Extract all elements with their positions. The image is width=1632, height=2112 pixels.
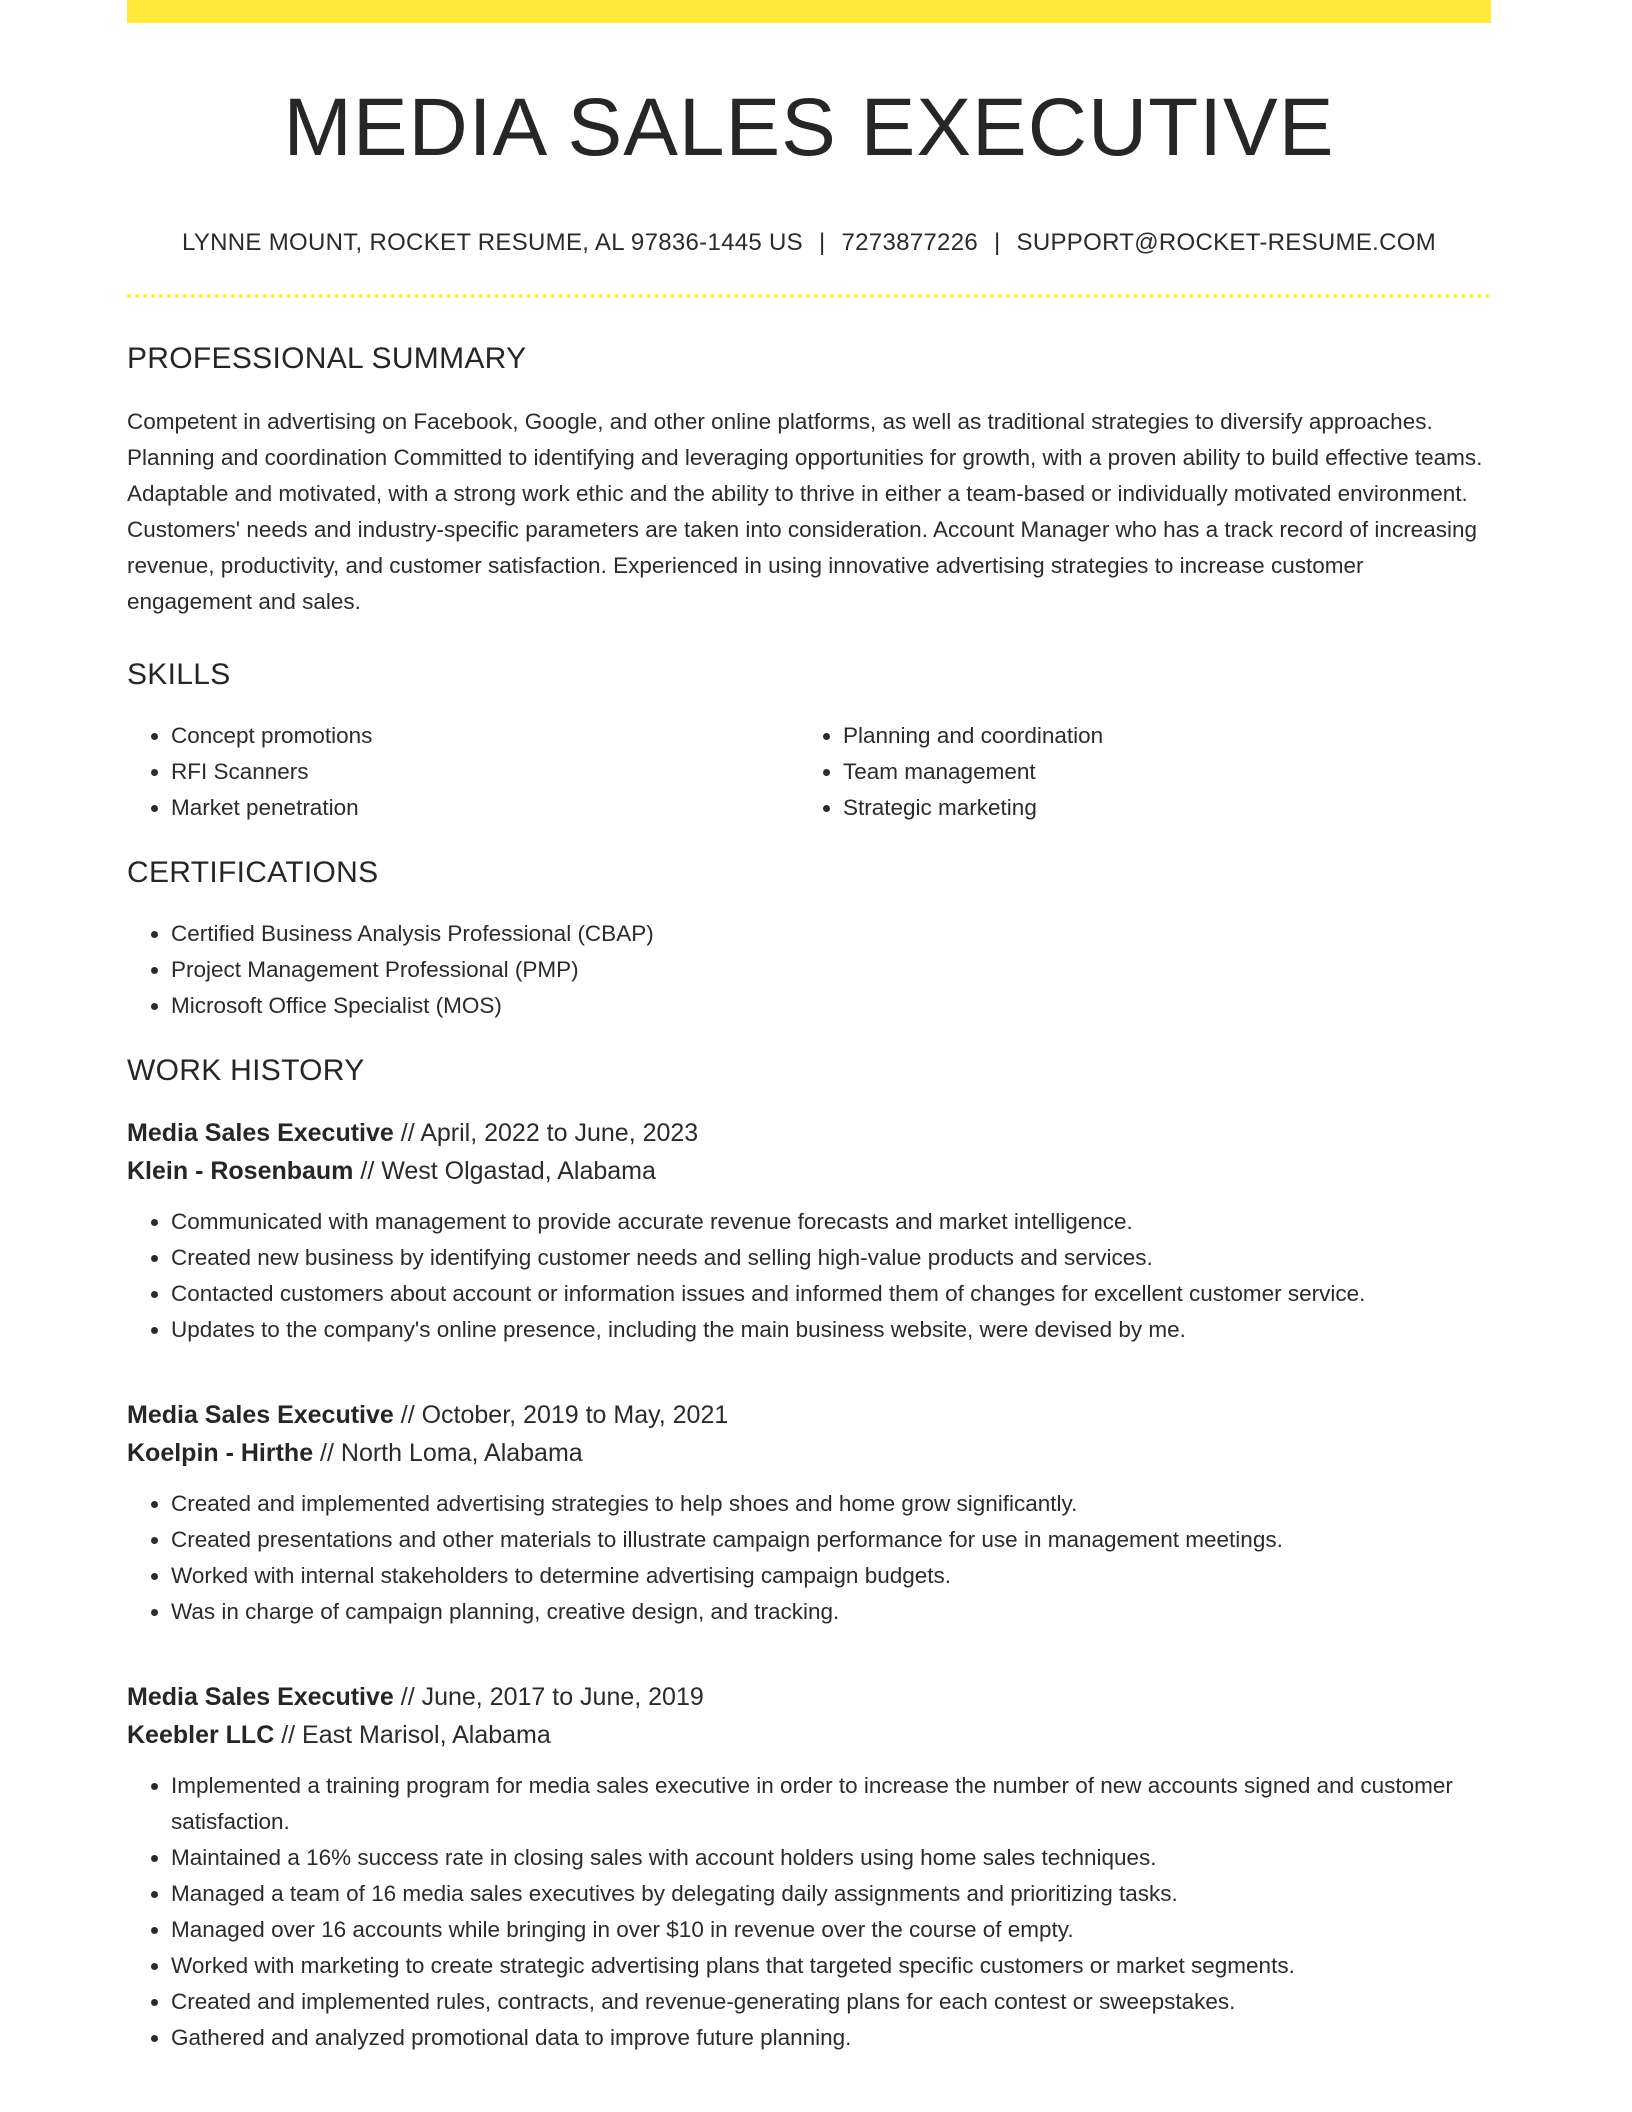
contact-phone: 7273877226 — [841, 229, 978, 257]
job-bullet: • Gathered and analyzed promotional data to improve future planning. — [171, 2020, 1491, 2056]
job-bullet: • Worked with internal stakeholders to determine advertising campaign budgets. — [171, 1558, 1491, 1594]
job-bullets — [127, 1204, 1491, 1348]
summary-heading: PROFESSIONAL SUMMARY — [127, 342, 527, 376]
job-company-line — [127, 1434, 1491, 1472]
job-bullets — [127, 1486, 1491, 1630]
job-location: // West Olgastad, Alabama — [353, 1157, 656, 1186]
skills-column-right — [799, 718, 1471, 826]
job-company: Klein - Rosenbaum — [127, 1157, 354, 1186]
job-title-line — [127, 1114, 1491, 1152]
job-dates: // June, 2017 to June, 2019 — [393, 1683, 704, 1712]
job-bullets — [127, 1768, 1491, 2056]
skill-item: • Team management — [843, 754, 1471, 790]
job-title: Media Sales Executive — [127, 1119, 394, 1148]
job-bullet: • Created and implemented advertising strategies to help shoes and home grow significantly. — [171, 1486, 1491, 1522]
job-bullet: • Communicated with management to provide accurate revenue forecasts and market intelligence. — [171, 1204, 1491, 1240]
job-dates: // April, 2022 to June, 2023 — [393, 1119, 699, 1148]
job-location: // North Loma, Alabama — [313, 1439, 583, 1468]
resume-title: MEDIA SALES EXECUTIVE — [283, 82, 1335, 173]
skill-item: • Concept promotions — [171, 718, 799, 754]
contact-email: SUPPORT@ROCKET-RESUME.COM — [1016, 229, 1437, 257]
job-company: Keebler LLC — [127, 1721, 275, 1750]
job-bullet: • Created new business by identifying customer needs and selling high-value products and services. — [171, 1240, 1491, 1276]
job-bullet: • Created presentations and other materials to illustrate campaign performance for use in management meetings. — [171, 1522, 1491, 1558]
certification-item: • Certified Business Analysis Professional (CBAP) — [171, 916, 1491, 952]
job-title: Media Sales Executive — [127, 1683, 394, 1712]
job-company-line — [127, 1716, 1491, 1754]
resume-page — [127, 0, 1491, 2056]
job-bullet: • Implemented a training program for media sales executive in order to increase the number of new accounts signed and customer satisfaction. — [171, 1768, 1491, 1840]
certification-item: • Project Management Professional (PMP) — [171, 952, 1491, 988]
skill-item: • RFI Scanners — [171, 754, 799, 790]
skill-item: • Planning and coordination — [843, 718, 1471, 754]
job-company: Koelpin - Hirthe — [127, 1439, 314, 1468]
job-company-line — [127, 1152, 1491, 1190]
job-title-line — [127, 1678, 1491, 1716]
summary-text: Competent in advertising on Facebook, Google, and other online platforms, as well as traditional strategies to diversify approaches. Planning and coordination Committed to identifying and leveraging opportunities for growth, with a proven ability to build effective teams. Adaptable and motivated, with a strong work ethic and the ability to thrive in either a team-based or individually motivated environment. Customers' needs and industry-specific parameters are taken into consideration. Account Manager who has a track record of increasing revenue, productivity, and customer satisfaction. Experienced in using innovative advertising strategies to increase customer engagement and sales. — [127, 409, 1483, 615]
certifications-heading: CERTIFICATIONS — [127, 856, 379, 890]
certifications-list — [127, 916, 1491, 1024]
job-entry — [127, 1396, 1491, 1630]
skill-item: • Market penetration — [171, 790, 799, 826]
skills-heading: SKILLS — [127, 658, 231, 692]
job-entry — [127, 1678, 1491, 2056]
skill-item: • Strategic marketing — [843, 790, 1471, 826]
job-dates: // October, 2019 to May, 2021 — [393, 1401, 729, 1430]
job-bullet: • Updates to the company's online presence, including the main business website, were devised by me. — [171, 1312, 1491, 1348]
job-bullet: • Managed over 16 accounts while bringing in over $10 in revenue over the course of empty. — [171, 1912, 1491, 1948]
accent-top-bar — [127, 0, 1491, 23]
certification-item: • Microsoft Office Specialist (MOS) — [171, 988, 1491, 1024]
skills-grid — [127, 718, 1491, 826]
contact-separator: | — [994, 229, 1001, 257]
job-bullet: • Maintained a 16% success rate in closing sales with account holders using home sales techniques. — [171, 1840, 1491, 1876]
job-bullet: • Contacted customers about account or information issues and informed them of changes for excellent customer service. — [171, 1276, 1491, 1312]
job-location: // East Marisol, Alabama — [274, 1721, 551, 1750]
job-entry — [127, 1114, 1491, 1348]
contact-line — [127, 229, 1491, 257]
dotted-divider — [127, 294, 1491, 298]
job-bullet: • Managed a team of 16 media sales executives by delegating daily assignments and prioritizing tasks. — [171, 1876, 1491, 1912]
contact-separator: | — [818, 229, 826, 257]
work-history-heading: WORK HISTORY — [127, 1054, 365, 1088]
job-title: Media Sales Executive — [127, 1401, 394, 1430]
job-title-line — [127, 1396, 1491, 1434]
skills-column-left — [127, 718, 799, 826]
job-bullet: • Created and implemented rules, contracts, and revenue-generating plans for each contest or sweepstakes. — [171, 1984, 1491, 2020]
job-bullet: • Worked with marketing to create strategic advertising plans that targeted specific customers or market segments. — [171, 1948, 1491, 1984]
job-bullet: • Was in charge of campaign planning, creative design, and tracking. — [171, 1594, 1491, 1630]
contact-address: LYNNE MOUNT, ROCKET RESUME, AL 97836-1445 US — [181, 229, 803, 257]
